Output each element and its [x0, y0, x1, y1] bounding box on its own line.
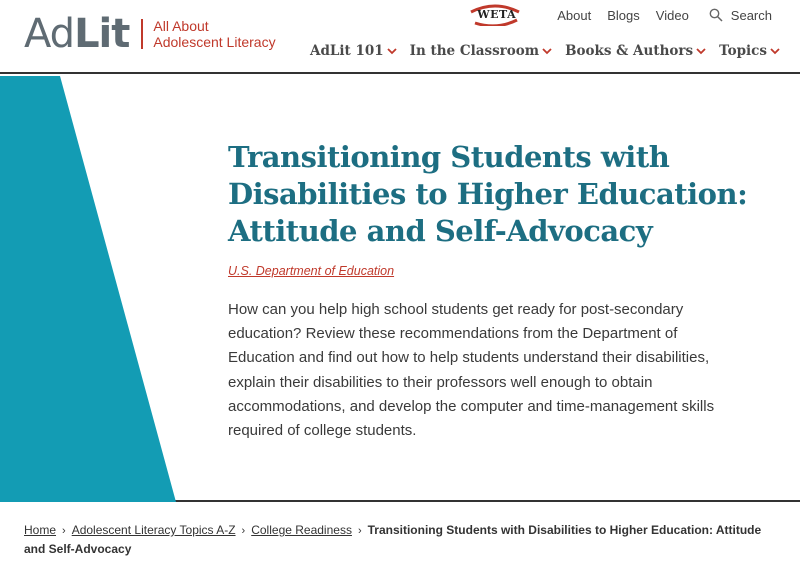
- logo-lit-text: Lit: [74, 11, 130, 57]
- chevron-down-icon: [696, 47, 706, 55]
- nav-books-authors[interactable]: [565, 43, 706, 59]
- main-nav: [297, 43, 780, 59]
- breadcrumb-current: Transitioning Students with Disabilities to Higher Education: Attitude and Self-Advocacy: [24, 523, 762, 556]
- tagline: [153, 18, 275, 50]
- breadcrumb: [24, 521, 784, 558]
- search-button[interactable]: [709, 8, 772, 23]
- tagline-line2: Adolescent Literacy: [153, 34, 276, 50]
- chevron-right-icon: ›: [62, 525, 66, 537]
- title-line3: Attitude and Self-Advocacy: [228, 214, 653, 248]
- adlit-logo[interactable]: [24, 11, 276, 57]
- about-link[interactable]: About: [557, 7, 592, 23]
- video-link[interactable]: Video: [655, 7, 689, 23]
- logo-ad-text: Ad: [24, 11, 75, 57]
- logo-divider: [141, 19, 143, 49]
- nav-label: In the Classroom: [409, 43, 540, 59]
- article-hero: [0, 76, 800, 502]
- search-icon: [709, 8, 723, 22]
- search-label: Search: [730, 7, 772, 23]
- utility-nav: [467, 4, 772, 26]
- title-line1: Transitioning Students with: [228, 140, 670, 174]
- breadcrumb-topics-a-z[interactable]: Adolescent Literacy Topics A-Z: [71, 523, 236, 537]
- nav-label: Books & Authors: [565, 43, 694, 59]
- nav-topics[interactable]: [719, 43, 780, 59]
- chevron-down-icon: [770, 47, 780, 55]
- page-title: [228, 139, 748, 250]
- title-line2: Disabilities to Higher Education:: [228, 177, 748, 211]
- article-description: How can you help high school students get ready for post-secondary education? Review these recommendations from the Department of Education and find out how to help students understand their disabilities, explain their disabilities to their professors well enough to obtain accommodations, and develop the computer and time-management skills required of college students.: [228, 301, 715, 440]
- site-header: [0, 0, 800, 74]
- nav-in-the-classroom[interactable]: [410, 43, 552, 59]
- teal-accent-shape: [0, 76, 180, 502]
- tagline-line1: All About: [153, 18, 209, 34]
- nav-label: AdLit 101: [310, 43, 384, 59]
- source-link[interactable]: U.S. Department of Education: [228, 264, 395, 278]
- breadcrumb-college-readiness[interactable]: College Readiness: [251, 523, 352, 537]
- nav-label: Topics: [719, 43, 767, 59]
- chevron-right-icon: ›: [241, 525, 246, 537]
- breadcrumb-home[interactable]: Home: [24, 523, 57, 537]
- chevron-down-icon: [387, 47, 397, 55]
- chevron-down-icon: [542, 47, 552, 55]
- nav-adlit-101[interactable]: [310, 43, 397, 59]
- blogs-link[interactable]: Blogs: [607, 7, 640, 23]
- weta-logo[interactable]: [467, 4, 523, 26]
- weta-text: WETA: [477, 8, 517, 21]
- chevron-right-icon: ›: [357, 525, 362, 537]
